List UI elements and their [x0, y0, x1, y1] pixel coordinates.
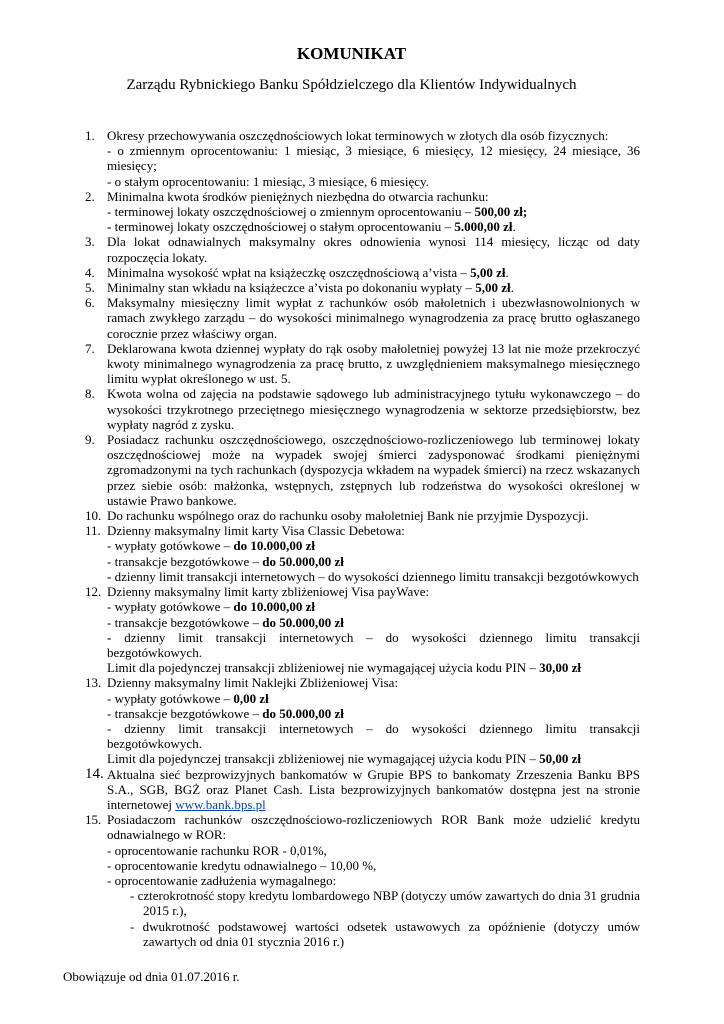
item-paragraph	[107, 128, 640, 143]
list-item	[63, 386, 640, 432]
text-segment: - wypłaty gotówkowe –	[107, 690, 234, 706]
text-segment: Minimalna wysokość wpłat na książeczkę oszczędnościową a’vista –	[107, 264, 471, 280]
item-content	[107, 386, 640, 432]
list-item	[63, 584, 640, 675]
list-item	[63, 295, 640, 341]
list-item	[63, 265, 640, 280]
item-paragraph	[107, 523, 640, 538]
text-segment: Kwota wolna od zajęcia na podstawie sądowego lub administracyjnego tytułu wykonawczego – do wysokości trzykrotnego przeciętnego miesięcznego wynagrodzenia w sektorze przedsiębiorstw, bez wypłaty nagród z zysku.	[107, 386, 640, 432]
item-number: 7.	[85, 340, 95, 356]
text-segment: - wypłaty gotówkowe –	[107, 599, 234, 615]
item-content	[107, 234, 640, 264]
text-segment: 5,00 zł	[470, 264, 506, 280]
text-segment: Dla lokat odnawialnych maksymalny okres odnowienia wynosi 114 miesięcy, licząc od daty rozpoczęcia lokaty.	[107, 234, 640, 265]
item-paragraph	[107, 280, 640, 295]
list-item	[63, 432, 640, 508]
item-paragraph	[107, 584, 640, 599]
item-number: 2.	[85, 188, 95, 204]
bank-website-link[interactable]: www.bank.bps.pl	[175, 796, 266, 812]
text-segment: Minimalna kwota środków pieniężnych niezbędna do otwarcia rachunku:	[107, 188, 489, 204]
text-segment: Okresy przechowywania oszczędnościowych lokat terminowych w złotych dla osób fizycznych:	[107, 128, 609, 143]
document-subtitle: Zarządu Rybnickiego Banku Spółdzielczego dla Klientów Indywidualnych	[126, 77, 577, 93]
item-number: 11.	[85, 523, 101, 539]
text-segment: dzienny limit transakcji internetowych – do wysokości dziennego limitu transakcji bezgotówkowych	[114, 568, 639, 584]
item-paragraph	[107, 204, 640, 219]
text-segment: - terminowej lokaty oszczędnościowej o zmiennym oprocentowaniu –	[107, 204, 475, 220]
text-segment: do 50.000,00 zł	[262, 553, 344, 569]
item-paragraph	[107, 265, 640, 280]
text-segment: -	[107, 629, 125, 645]
text-segment: Posiadacz rachunku oszczędnościowego, oszczędnościowo-rozliczeniowego lub terminowej lokaty oszczędnościowej może na wypadek swojej śmierci zadysponować środkami pieniężnymi zgromadzonymi na tych rachunkach (dyspozycja wkładem na wypadek śmierci) na rzecz wskazanych przez siebie osób: małżonka, wstępnych, zstępnych lub rodzeństwa do wysokości określonej w ustawie Prawo bankowe.	[107, 432, 640, 508]
item-content	[107, 295, 640, 341]
item-number: 3.	[85, 234, 95, 250]
item-content	[107, 767, 640, 813]
text-segment: Maksymalny miesięczny limit wypłat z rachunków osób małoletnich i ubezwłasnowolnionych w ramach zwykłego zarządu – do wysokości minimalnego wynagrodzenia za pracę brutto ogłaszanego corocznie przez właściwy organ.	[107, 295, 640, 341]
item-content	[107, 523, 640, 584]
list-item	[63, 508, 640, 523]
item-paragraph	[107, 432, 640, 508]
item-number: 6.	[85, 295, 95, 311]
text-segment: Deklarowana kwota dziennej wypłaty do rąk osoby małoletniej powyżej 13 lat nie może przekroczyć kwoty minimalnego wynagrodzenia za pracę brutto, z uwzględnieniem maksymalnego miesięcznego limitu wypłat określonego w ust. 5.	[107, 340, 640, 387]
item-number: 4.	[85, 264, 95, 280]
list-item	[63, 812, 640, 949]
text-segment: Limit dla pojedynczej transakcji zbliżeniowej nie wymagającej użycia kodu PIN –	[107, 751, 540, 767]
text-segment: Dzienny maksymalny limit karty Visa Classic Debetowa:	[107, 523, 405, 539]
list-item	[63, 675, 640, 766]
item-content	[107, 341, 640, 387]
item-paragraph	[107, 706, 640, 721]
item-content	[107, 812, 640, 949]
item-paragraph	[107, 812, 640, 842]
text-segment: 0,00 zł	[233, 690, 269, 706]
item-content	[107, 189, 640, 235]
item-number: 10.	[85, 508, 102, 524]
text-segment: Dzienny maksymalny limit Naklejki Zbliżeniowej Visa:	[107, 675, 399, 691]
item-paragraph	[107, 615, 640, 630]
text-segment: 5,00 zł	[475, 280, 511, 296]
text-segment: -	[107, 568, 115, 584]
list-item	[63, 767, 640, 813]
text-segment: - o stałym oprocentowaniu: 1 miesiąc, 3 miesiące, 6 miesięcy.	[107, 173, 429, 189]
item-paragraph	[107, 919, 640, 949]
text-segment: -	[107, 219, 115, 235]
list-item	[63, 189, 640, 235]
text-segment: Limit dla pojedynczej transakcji zbliżeniowej nie wymagającej użycia kodu PIN –	[107, 660, 540, 676]
text-segment: Dzienny maksymalny limit karty zbliżeniowej Visa payWave:	[107, 584, 430, 600]
text-segment: - oprocentowanie rachunku ROR - 0,01%,	[107, 842, 327, 858]
item-paragraph	[107, 660, 640, 675]
item-number: 13.	[85, 675, 102, 691]
item-paragraph	[107, 295, 640, 341]
text-segment: 5.000,00 zł	[454, 219, 513, 235]
text-segment: do 50.000,00 zł	[262, 705, 344, 721]
item-paragraph	[107, 386, 640, 432]
item-number: 5.	[85, 280, 95, 296]
item-paragraph	[107, 721, 640, 751]
item-number: 8.	[85, 386, 95, 402]
text-segment: .	[512, 219, 516, 235]
item-paragraph	[107, 888, 640, 918]
list-item	[63, 128, 640, 189]
item-paragraph	[107, 508, 640, 523]
effective-date: Obowiązuje od dnia 01.07.2016 r.	[63, 968, 240, 984]
text-segment: - o zmiennym oprocentowaniu: 1 miesiąc, 3 miesiące, 6 miesięcy, 12 miesięcy, 24 miesiące, 36 miesięcy;	[107, 143, 640, 174]
item-number: 14.	[85, 765, 104, 782]
item-paragraph	[107, 538, 640, 553]
item-paragraph	[107, 341, 640, 387]
item-paragraph	[107, 675, 640, 690]
item-paragraph	[107, 599, 640, 614]
text-segment: Minimalny stan wkładu na książeczce a’vista po dokonaniu wypłaty –	[107, 280, 476, 296]
list-item	[63, 341, 640, 387]
item-number: 9.	[85, 432, 95, 448]
item-paragraph	[107, 189, 640, 204]
text-segment: .	[505, 264, 509, 280]
item-content	[107, 432, 640, 508]
text-segment: Posiadaczom rachunków oszczędnościowo-rozliczeniowych ROR Bank może udzielić kredytu odnawialnego w ROR:	[107, 812, 640, 843]
item-content	[107, 280, 640, 295]
text-segment: - wypłaty gotówkowe –	[107, 538, 234, 554]
item-paragraph	[107, 767, 640, 813]
text-segment: - dzienny limit transakcji internetowych – do wysokości dziennego limitu transakcji bezgotówkowych.	[107, 720, 640, 752]
text-segment: - transakcje bezgotówkowe –	[107, 614, 263, 630]
item-paragraph	[107, 174, 640, 189]
item-content	[107, 265, 640, 280]
text-segment: dzienny limit transakcji internetowych – do wysokości dziennego limitu transakcji bezgotówkowych.	[107, 629, 640, 660]
text-segment: - transakcje bezgotówkowe –	[107, 705, 263, 721]
list-item	[63, 280, 640, 295]
item-paragraph	[107, 569, 640, 584]
item-paragraph	[107, 630, 640, 660]
list-item	[63, 234, 640, 264]
item-content	[107, 584, 640, 675]
text-segment: 50,00 zł	[539, 751, 581, 767]
text-segment: - dwukrotność podstawowej wartości odsetek ustawowych za opóźnienie (dotyczy umów zawartych od dnia 01 stycznia 2016 r.)	[130, 918, 640, 949]
document-title: KOMUNIKAT	[296, 44, 407, 63]
text-segment: - oprocentowanie kredytu odnawialnego – 10,00 %,	[107, 857, 377, 873]
text-segment: do 10.000,00 zł	[233, 599, 315, 615]
item-content	[107, 675, 640, 766]
item-paragraph	[107, 554, 640, 569]
text-segment: - transakcje bezgotówkowe –	[107, 553, 263, 569]
item-paragraph	[107, 873, 640, 888]
text-segment: .	[510, 280, 514, 296]
item-paragraph	[107, 691, 640, 706]
text-segment: Do rachunku wspólnego oraz do rachunku osoby małoletniej Bank nie przyjmie Dyspozycji.	[107, 508, 589, 524]
text-segment: - czterokrotność stopy kredytu lombardowego NBP (dotyczy umów zawartych do dnia 31 grudnia 2015 r.),	[130, 888, 641, 919]
text-segment: terminowej lokaty oszczędnościowej o stałym oprocentowaniu –	[114, 219, 455, 235]
item-content	[107, 128, 640, 189]
item-paragraph	[107, 751, 640, 766]
item-number: 15.	[85, 812, 102, 828]
text-segment: 500,00 zł;	[474, 204, 528, 220]
text-segment: do 10.000,00 zł	[233, 538, 315, 554]
item-number: 12.	[85, 584, 102, 600]
list-item	[63, 523, 640, 584]
text-segment: - oprocentowanie zadłużenia wymagalnego:	[107, 872, 337, 888]
text-segment: 30,00 zł	[539, 660, 581, 676]
item-paragraph	[107, 219, 640, 234]
item-content	[107, 508, 640, 523]
item-number: 1.	[85, 128, 95, 143]
item-paragraph	[107, 143, 640, 173]
text-segment: Aktualna sieć bezprowizyjnych bankomatów w Grupie BPS to bankomaty Zrzeszenia Banku BPS S.A., SGB, BGŻ oraz Planet Cash. Lista bezprowizyjnych bankomatów dostępna jest na stronie internetowej	[107, 766, 640, 812]
item-paragraph	[107, 858, 640, 873]
text-segment: do 50.000,00 zł	[262, 614, 344, 630]
item-paragraph	[107, 234, 640, 264]
numbered-list	[63, 128, 640, 949]
item-paragraph	[107, 843, 640, 858]
